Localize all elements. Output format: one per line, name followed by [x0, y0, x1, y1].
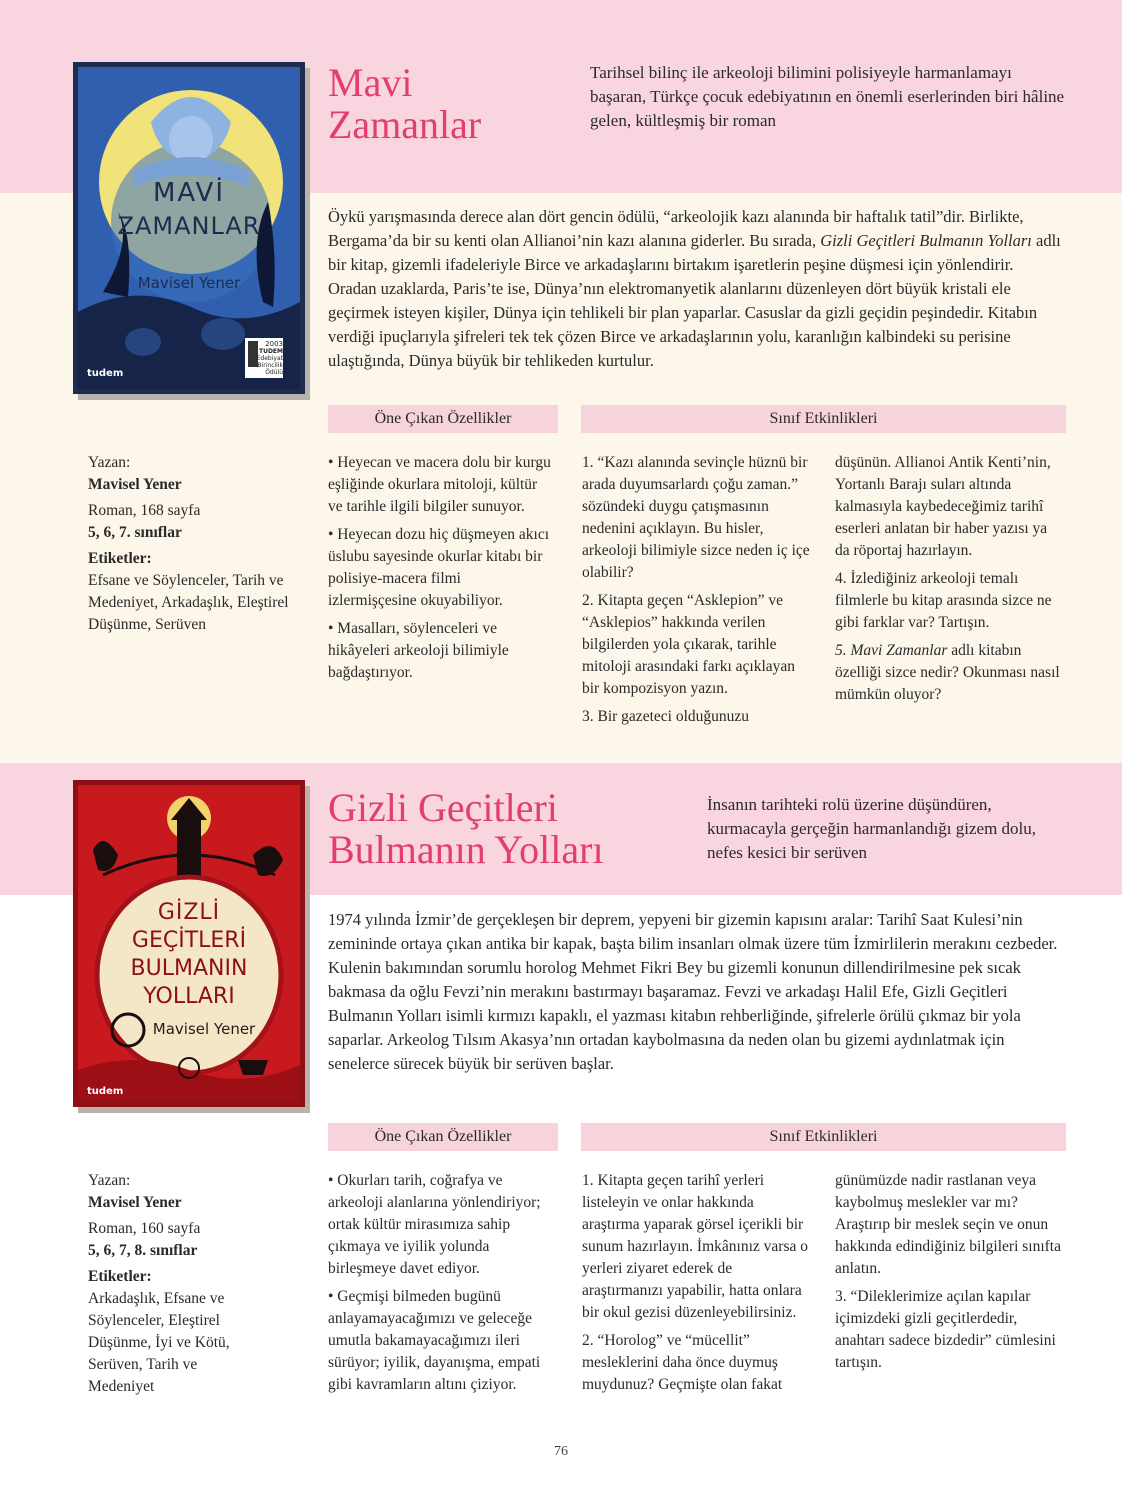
feature-item: • Okurları tarih, coğrafya ve arkeoloji alanlarına yönlendiriyor; ortak kültür mirasımıza sahip çıkmaya ve iyilik yolunda birleşmeye davet ediyor. — [328, 1172, 541, 1277]
book-title-line1: Mavi — [328, 60, 413, 105]
activity-item: 4. İzlediğiniz arkeoloji temalı filmlerle bu kitap arasında sizce ne gibi farklar var? Tartışın. — [835, 570, 1052, 631]
award-badge — [247, 341, 283, 376]
activity-item: düşünün. Allianoi Antik Kenti’nin, Yortanlı Barajı suları altında kalmasıyla kaybedeceğimiz tarihî eserleri anlatan bir haber yazısı ya da röportaj hazırlayın. — [835, 454, 1051, 559]
cover-title-line1: MAVİ — [152, 178, 225, 208]
book-tagline: Tarihsel bilinç ile arkeoloji bilimini polisiyeyle harmanlamayı başaran, Türkçe çocuk edebiyatının en önemli eserlerinden biri hâline gelen, kültleşmiş bir roman — [590, 63, 1065, 130]
activity-item: 2. Kitapta geçen “Asklepion” ve “Asklepios” hakkında verilen bilgilerden yola çıkarak, tarihle mitoloji arasındaki farkı açıklayan bir kompozisyon yazın. — [582, 592, 796, 697]
cover-title-line2: ZAMANLAR — [117, 212, 261, 240]
activity5-num: 5. — [835, 642, 851, 659]
book-title-line2: Bulmanın Yolları — [328, 827, 604, 872]
book-meta — [88, 1170, 318, 1398]
feature-item: • Masalları, söylenceleri ve hikâyeleri arkeoloji bilimiyle bağdaştırıyor. — [328, 620, 509, 681]
activity-item: 3. “Dileklerimize açılan kapılar içimizdeki gizli geçitlerdedir, anahtarı sadece bizdedir” cümlesini tartışın. — [835, 1288, 1056, 1371]
author-label: Yazan: — [88, 1172, 131, 1189]
cover-publisher-logo: tudem — [87, 368, 124, 379]
award-line3: Birincilik — [257, 362, 283, 369]
book-cover-mavi-zamanlar — [73, 62, 305, 394]
features-header: Öne Çıkan Özellikler — [328, 405, 558, 433]
summary-italic-title: Gizli Geçitleri Bulmanın Yolları — [820, 231, 1032, 250]
activity-item: günümüzde nadir rastlanan veya kaybolmuş meslekler var mı? Araştırıp bir meslek seçin ve onun hakkında edindiğiniz bilgileri sınıfta anlatın. — [835, 1172, 1061, 1277]
cover-author: Mavisel Yener — [137, 274, 241, 292]
tags-list: Efsane ve Söylenceler, Tarih ve Medeniyet, Arkadaşlık, Eleştirel Düşünme, Serüven — [88, 572, 289, 633]
tags-label: Etiketler: — [88, 550, 152, 567]
summary-part2: adlı bir kitap, gizemli ifadeleriyle Birce ve arkadaşlarını birtakım işaretlerin peşine düşmesi için yönlendirir. Oradan uzaklarda, Paris’te ise, Dünya’nın elektromanyetik alanlarını düzenleyen dört büyük kristali ele geçirmek isteyen kişiler, Dünya için tehlikeli bir plan yaparlar. Casuslar da gizli geçidin peşindedir. Kitabın verdiği ipuçlarıyla şifreleri tek tek çözen Birce ve arkadaşlarının yolu, karanlığın kalbindeki su perisine ulaştığında, Dünya büyük bir tehlikeden kurtulur. — [328, 231, 1061, 370]
book-title — [328, 62, 481, 146]
book-summary — [328, 205, 1066, 373]
book-title — [328, 787, 604, 871]
award-line4: Ödülü — [265, 369, 283, 376]
award-name: TUDEM — [258, 348, 283, 355]
feature-item: • Heyecan dozu hiç düşmeyen akıcı üslubu sayesinde okurlar kitabı bir polisiye-macera filmi izlermişçesine okuyabiliyor. — [328, 526, 550, 609]
book-cover-gizli-gecitleri — [73, 780, 305, 1107]
author-name: Mavisel Yener — [88, 476, 182, 493]
cover-publisher-logo: tudem — [87, 1086, 124, 1097]
book-title-line1: Gizli Geçitleri — [328, 785, 558, 830]
summary-part1: Öykü yarışmasında derece alan dört gencin ödülü, “arkeolojik kazı alanında bir haftalık tatil”dir. Birlikte, Bergama’da bir su kenti olan Allianoi’nin kazı alanına giderler. Bu sırada, — [328, 207, 1024, 250]
page-number: 76 — [554, 1444, 568, 1459]
activity-item: 1. “Kazı alanında sevinçle hüznü bir arada duyumsarlardı çoğu zaman.” sözündeki duygu çatışmasının nedenini açıklayın. Bu hisler, arkeoloji bilimiyle sizce neden iç içe olabilir? — [582, 454, 810, 581]
grade-levels: 5, 6, 7. sınıflar — [88, 524, 182, 541]
activity5-italic-title: Mavi Zamanlar — [850, 642, 948, 659]
author-label: Yazan: — [88, 454, 131, 471]
features-list — [328, 1170, 553, 1402]
award-line2: Edebiyat — [256, 355, 283, 362]
book-tagline: İnsanın tarihteki rolü üzerine düşündüren, kurmacayla gerçeğin harmanlandığı gizem dolu, nefes kesici bir serüven — [707, 795, 1037, 862]
author-name: Mavisel Yener — [88, 1194, 182, 1211]
cover-title-line2: GEÇİTLERİ — [131, 928, 247, 953]
cover-author: Mavisel Yener — [152, 1020, 256, 1038]
book-summary: 1974 yılında İzmir’de gerçekleşen bir deprem, yepyeni bir gizemin kapısını aralar: Tarihî Saat Kulesi’nin zemininde ortaya çıkan antika bir kapak, başta bilim insanları olmak üzere tüm İzmirlilerin merakını cezbeder. Kulenin bakımından sorumlu horolog Mehmet Fikri Bey bu gizemli konunun dillendirilmesine pek sıcak bakmasa da oğlu Fevzi’nin merakını bastırmayı başaramaz. Fevzi ve arkadaşı Halil Efe, Gizli Geçitleri Bulmanın Yolları isimli kırmızı kapaklı, el yazması kitabın rehberliğinde, şifrelerle örülü çıkmaz bir yola saparlar. Arkeolog Tılsım Akasya’nın ortadan kaybolmasına da neden olan bu gizemi aydınlatmak için senelerce sürecek büyük bir serüven başlar. — [328, 910, 1058, 1073]
activity-item: 3. Bir gazeteci olduğunuzu — [582, 708, 750, 725]
cover-title-line3: BULMANIN — [130, 956, 248, 981]
award-year: 2003 — [265, 340, 283, 348]
activities-header: Sınıf Etkinlikleri — [581, 1123, 1066, 1151]
book-meta — [88, 452, 318, 636]
activities-column-2 — [835, 1170, 1065, 1380]
genre-pages: Roman, 160 sayfa — [88, 1220, 201, 1237]
activities-column-1 — [582, 452, 810, 734]
activity-item: 1. Kitapta geçen tarihî yerleri listeleyin ve onlar hakkında araştırma yaparak görsel içerikli bir sunum hazırlayın. İmkânınız varsa o yerleri ziyaret ederek de araştırmanızı yapabilir, hatta onlara bir okul gezisi düzenleyebilirsiniz. — [582, 1172, 808, 1321]
cover-title-line4: YOLLARI — [143, 984, 235, 1009]
activity-item: 2. “Horolog” ve “mücellit” mesleklerini daha önce duymuş muydunuz? Geçmişte olan fakat — [582, 1332, 783, 1393]
features-header: Öne Çıkan Özellikler — [328, 1123, 558, 1151]
grade-levels: 5, 6, 7, 8. sınıflar — [88, 1242, 198, 1259]
genre-pages: Roman, 168 sayfa — [88, 502, 201, 519]
activities-column-2 — [835, 452, 1065, 712]
feature-item: • Geçmişi bilmeden bugünü anlayamayacağımızı ve geleceğe umutla bakamayacağımızı ileri sürüyor; iyilik, dayanışma, empati gibi kavramların altını çiziyor. — [328, 1288, 541, 1393]
activities-header: Sınıf Etkinlikleri — [581, 405, 1066, 433]
feature-item: • Heyecan ve macera dolu bir kurgu eşliğinde okurlara mitoloji, kültür ve tarihle ilgili bilgiler sunuyor. — [328, 454, 551, 515]
activities-column-1 — [582, 1170, 812, 1402]
features-list — [328, 452, 553, 690]
tags-label: Etiketler: — [88, 1268, 152, 1285]
tags-list: Arkadaşlık, Efsane ve Söylenceler, Eleştirel Düşünme, İyi ve Kötü, Serüven, Tarih ve Medeniyet — [88, 1290, 230, 1395]
activity-item-5 — [835, 640, 1065, 706]
activity5-rest: adlı kitabın özelliği sizce nedir? Okunması nasıl mümkün oluyor? — [835, 642, 1060, 703]
cover-title-line1: GİZLİ — [157, 900, 221, 925]
book-title-line2: Zamanlar — [328, 102, 482, 147]
